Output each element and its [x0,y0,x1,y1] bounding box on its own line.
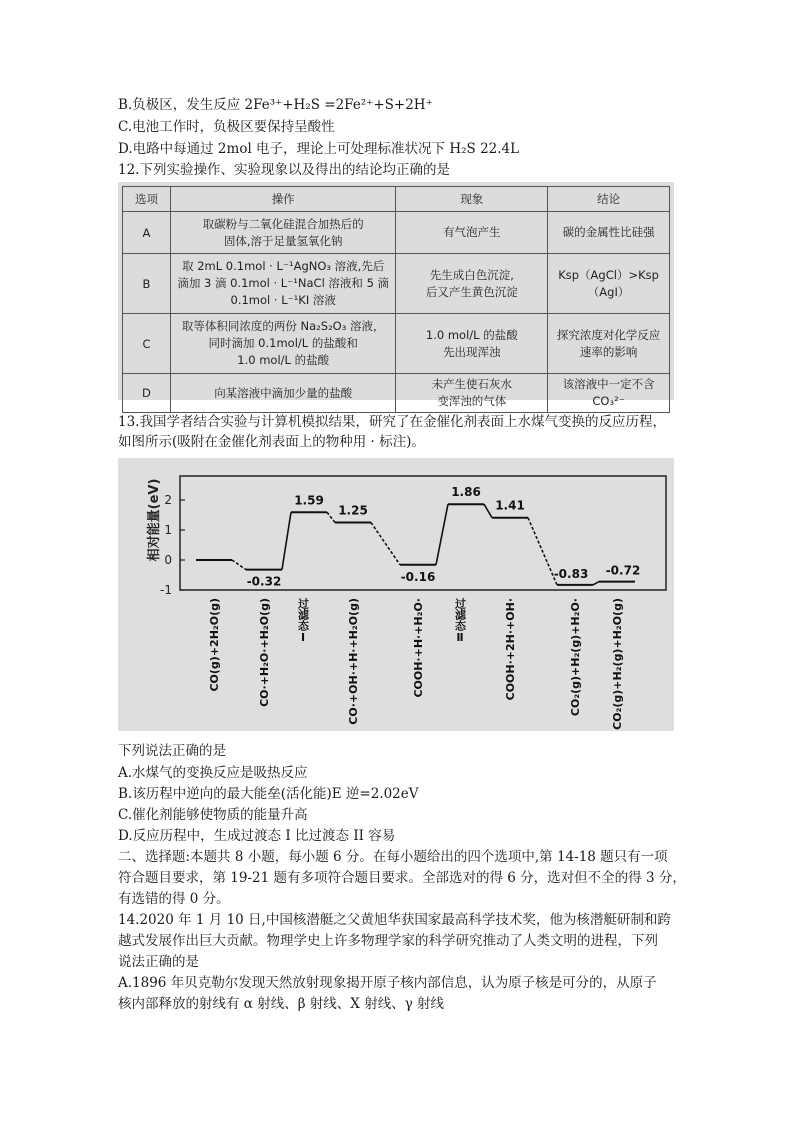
section-2-instructions-3: 有选错的得 0 分。 [118,891,230,907]
table-header-row [123,187,670,212]
transition-line [528,518,557,585]
value-label: 1.86 [451,485,481,500]
experiment-table-photo [118,182,674,408]
row-phenomenon: 1.0 mol/L 的盐酸 先出现浑浊 [396,314,548,374]
section-2-instructions-1: 二、选择题:本题共 8 小题，每小题 6 分。在每小题给出的四个选项中,第 14-18 题只有一项 [118,849,668,865]
question-14-line-1: 14.2020 年 1 月 10 日,中国核潜艇之父黄旭华获国家最高科学技术奖，他为核潜艇研制和跨 [118,912,671,928]
row-conclusion: 碳的金属性比硅强 [548,212,670,254]
energy-profile-svg [118,458,674,731]
transition-line [232,560,246,570]
transition-line [593,582,599,585]
x-label: CO₂(g)+H₂(g)+H₂O(g) [611,598,624,730]
question-14-line-3: 说法正确的是 [118,954,199,970]
transition-line [371,523,400,565]
transition-state-label: 过滤态Ⅱ [453,598,467,644]
row-phenomenon: 有气泡产生 [396,212,548,254]
question-13-line-1: 13.我国学者结合实验与计算机模拟结果，研究了在金催化剂表面上水煤气变换的反应历程， [118,414,666,430]
x-label: CO(g)+2H₂O(g) [208,598,221,692]
row-conclusion: 探究浓度对化学反应 速率的影响 [548,314,670,374]
header-option: 选项 [123,187,171,212]
option-d-text: D.电路中每通过 2mol 电子，理论上可处理标准状况下 H₂S 22.4L [118,141,520,157]
transition-line [327,512,335,522]
transition-line [282,512,291,569]
section-2-instructions-2: 符合题目要求，第 19-21 题有多项符合题目要求。全部选对的得 6 分，选对但不全的得 3 分， [118,870,686,886]
header-phenomenon: 现象 [396,187,548,212]
question-12: 12.下列实验操作、实验现象以及得出的结论均正确的是 [118,162,450,178]
question-13-line-2: 如图所示(吸附在金催化剂表面上的物种用 · 标注)。 [118,434,425,450]
transition-state-label: 过滤态Ⅰ [296,598,310,644]
x-label: COOH·+2H·+OH· [504,598,517,701]
question-13-stem: 下列说法正确的是 [118,743,226,759]
question-13-option-d: D.反应历程中，生成过渡态 I 比过渡态 II 容易 [118,828,396,844]
table-row [123,314,670,374]
question-13-option-b: B.该历程中逆向的最大能垒(活化能)E 逆=2.02eV [118,786,419,802]
x-labels [208,597,624,730]
header-operation: 操作 [170,187,396,212]
value-labels [247,485,641,588]
y-tick-label: 0 [164,553,172,567]
row-operation: 取等体积同浓度的两份 Na₂S₂O₃ 溶液， 同时滴加 0.1mol/L 的盐酸和 1.0 mol/L 的盐酸 [170,314,396,374]
question-14-line-2: 越式发展作出巨大贡献。物理学史上许多物理学家的科学研究推动了人类文明的进程，下列 [118,933,658,949]
y-axis-label: 相对能量(eV) [147,478,162,562]
row-operation: 取碳粉与二氧化硅混合加热后的 固体,溶于足量氢氧化钠 [170,212,396,254]
x-label: COOH·+H·+H₂O· [412,598,425,698]
header-conclusion: 结论 [548,187,670,212]
row-option: C [123,314,171,374]
question-13-option-a: A.水煤气的变换反应是吸热反应 [118,765,308,781]
option-c-text: C.电池工作时，负极区要保持呈酸性 [118,119,335,135]
y-tick-label: 1 [164,523,172,537]
row-option: B [123,254,171,314]
question-14-option-a-1: A.1896 年贝克勒尔发现天然放射现象揭开原子核内部信息，认为原子核是可分的，从原子 [118,975,657,991]
x-label: CO₂(g)+H₂(g)+H₂O· [569,598,582,717]
row-option: D [123,374,171,413]
transition-line [436,504,448,565]
row-option: A [123,212,171,254]
table-row [123,212,670,254]
value-label: -0.72 [605,563,641,578]
row-conclusion: 该溶液中一定不含 CO₃²⁻ [548,374,670,413]
row-phenomenon: 未产生使石灰水 变浑浊的气体 [396,374,548,413]
value-label: -0.83 [553,566,589,581]
value-label: 1.59 [294,493,324,508]
question-13-option-c: C.催化剂能够使物质的能量升高 [118,807,308,823]
value-label: -0.32 [246,574,282,589]
option-b-text: B.负极区，发生反应 2Fe³⁺+H₂S =2Fe²⁺+S+2H⁺ [118,97,433,113]
value-label: 1.41 [495,498,525,513]
row-phenomenon: 先生成白色沉淀, 后又产生黄色沉淀 [396,254,548,314]
value-label: 1.25 [338,503,368,518]
value-label: -0.16 [400,569,436,584]
table-row [123,254,670,314]
y-tick-label: -1 [160,583,172,597]
transition-line [484,504,492,518]
energy-profile-chart [118,458,674,731]
y-tick-label: 2 [164,493,172,507]
x-label: CO·+OH·+H·+H₂O(g) [347,598,360,725]
question-14-option-a-2: 核内部释放的射线有 α 射线、β 射线、X 射线、γ 射线 [118,996,445,1012]
experiment-table [122,186,670,413]
row-conclusion: Ksp（AgCl）>Ksp（AgI） [548,254,670,314]
x-label: CO·+H₂O·+H₂O(g) [258,598,271,707]
row-operation: 取 2mL 0.1mol · L⁻¹AgNO₃ 溶液,先后 滴加 3 滴 0.1mol · L⁻¹NaCl 溶液和 5 滴 0.1mol · L⁻¹KI 溶液 [170,254,396,314]
row-operation: 向某溶液中滴加少量的盐酸 [170,374,396,413]
table-row [123,374,670,413]
